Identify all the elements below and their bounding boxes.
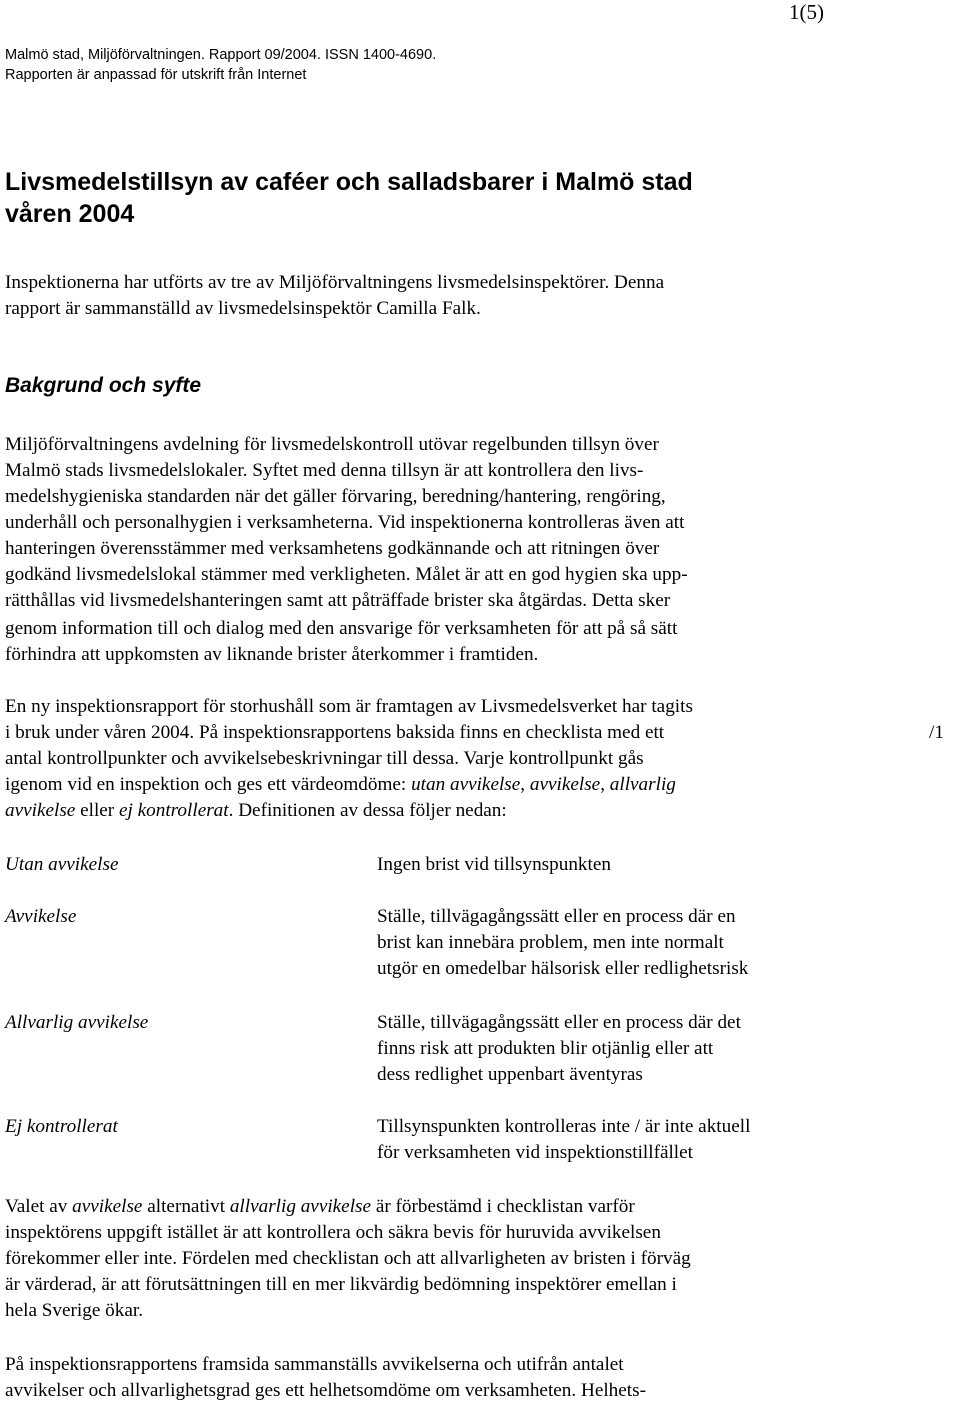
term-allvarlig-avvikelse-inline: allvarlig avvikelse — [229, 1196, 372, 1217]
para1-line: Malmö stads livsmedelslokaler. Syftet med denna tillsyn är att kontrollera den livs- — [5, 460, 644, 481]
definition-text: dess redlighet uppenbart äventyras — [377, 1064, 643, 1085]
margin-note: /1 — [929, 722, 944, 743]
para2-text: eller — [75, 800, 119, 821]
term-avvikelse-inline: avvikelse — [5, 800, 76, 821]
definition-term: Ej kontrollerat — [5, 1116, 118, 1137]
para1-line: underhåll och personalhygien i verksamheterna. Vid inspektionerna kontrolleras även att — [5, 512, 685, 533]
para2-line — [5, 800, 507, 822]
para2-text: . Definitionen av dessa följer nedan: — [228, 800, 507, 821]
para2-text: , — [520, 774, 530, 795]
para3-line — [5, 1196, 635, 1218]
para3-line: är värderad, är att förutsättningen till en mer likvärdig bedömning inspektörer emellan i — [5, 1274, 677, 1295]
para3-text: Valet av — [5, 1196, 73, 1217]
para1-line: genom information till och dialog med den ansvarige för verksamheten för att på så sätt — [5, 618, 678, 639]
section-heading: Bakgrund och syfte — [5, 374, 202, 397]
definition-text: brist kan innebära problem, men inte normalt — [377, 932, 724, 953]
para1-line: Miljöförvaltningens avdelning för livsmedelskontroll utövar regelbunden tillsyn över — [5, 434, 659, 455]
para2-line: antal kontrollpunkter och avvikelsebeskrivningar till dessa. Varje kontrollpunkt gås — [5, 748, 644, 769]
definition-term: Utan avvikelse — [5, 854, 119, 875]
para3-line: inspektörens uppgift istället är att kontrollera och säkra bevis för huruvida avvikelsen — [5, 1222, 661, 1243]
para1-line: rätthållas vid livsmedelshanteringen samt att påträffade brister ska åtgärdas. Detta sker — [5, 590, 671, 611]
para2-line: En ny inspektionsrapport för storhushåll som är framtagen av Livsmedelsverket har tagits — [5, 696, 693, 717]
term-avvikelse-inline: avvikelse — [72, 1196, 143, 1217]
definition-text: Ingen brist vid tillsynspunkten — [377, 854, 611, 875]
para1-line: hanteringen överensstämmer med verksamhetens godkännande och att ritningen över — [5, 538, 660, 559]
intro-line-1: Inspektionerna har utförts av tre av Miljöförvaltningens livsmedelsinspektörer. Denna — [5, 272, 665, 293]
para2-text: , — [600, 774, 610, 795]
document-title-line-2: våren 2004 — [5, 200, 135, 228]
para3-text: är förbestämd i checklistan varför — [371, 1196, 635, 1217]
definition-text: Ställe, tillvägagångssätt eller en process där det — [377, 1012, 741, 1033]
definition-term: Avvikelse — [5, 906, 77, 927]
definition-term: Allvarlig avvikelse — [5, 1012, 149, 1033]
definition-text: utgör en omedelbar hälsorisk eller redlighetsrisk — [377, 958, 749, 979]
para2-line: i bruk under våren 2004. På inspektionsrapportens baksida finns en checklista med ett — [5, 722, 665, 743]
term-allvarlig-inline: allvarlig — [609, 774, 676, 795]
publication-header-line-2: Rapporten är anpassad för utskrift från Internet — [5, 67, 307, 83]
intro-line-2: rapport är sammanställd av livsmedelsinspektör Camilla Falk. — [5, 298, 481, 319]
term-ej-kontrollerat-inline: ej kontrollerat — [119, 800, 229, 821]
para1-line: godkänd livsmedelslokal stämmer med verkligheten. Målet är att en god hygien ska upp- — [5, 564, 688, 585]
term-utan-avvikelse-inline: utan avvikelse — [411, 774, 521, 795]
para3-line: hela Sverige ökar. — [5, 1300, 143, 1321]
definition-text: för verksamheten vid inspektionstillfället — [377, 1142, 693, 1163]
definition-text: Tillsynspunkten kontrolleras inte / är inte aktuell — [377, 1116, 751, 1137]
publication-header-line-1: Malmö stad, Miljöförvaltningen. Rapport 09/2004. ISSN 1400-4690. — [5, 47, 437, 63]
definition-text: finns risk att produkten blir otjänlig eller att — [377, 1038, 714, 1059]
para2-line — [5, 774, 676, 796]
document-title-line-1: Livsmedelstillsyn av caféer och salladsbarer i Malmö stad — [5, 168, 693, 196]
definition-text: Ställe, tillvägagångssätt eller en process där en — [377, 906, 736, 927]
para4-line: avvikelser och allvarlighetsgrad ges ett helhetsomdöme om verksamheten. Helhets- — [5, 1380, 646, 1401]
para3-line: förekommer eller inte. Fördelen med checklistan och att allvarligheten av bristen i förväg — [5, 1248, 691, 1269]
para1-line: förhindra att uppkomsten av liknande brister återkommer i framtiden. — [5, 644, 539, 665]
para1-line: medelshygieniska standarden när det gäller förvaring, beredning/hantering, rengöring, — [5, 486, 666, 507]
para3-text: alternativt — [142, 1196, 230, 1217]
para4-line: På inspektionsrapportens framsida sammanställs avvikelserna och utifrån antalet — [5, 1354, 624, 1375]
page-number: 1(5) — [789, 0, 824, 24]
para2-text: igenom vid en inspektion och ges ett värdeomdöme: — [5, 774, 412, 795]
term-avvikelse-inline: avvikelse — [529, 774, 601, 795]
